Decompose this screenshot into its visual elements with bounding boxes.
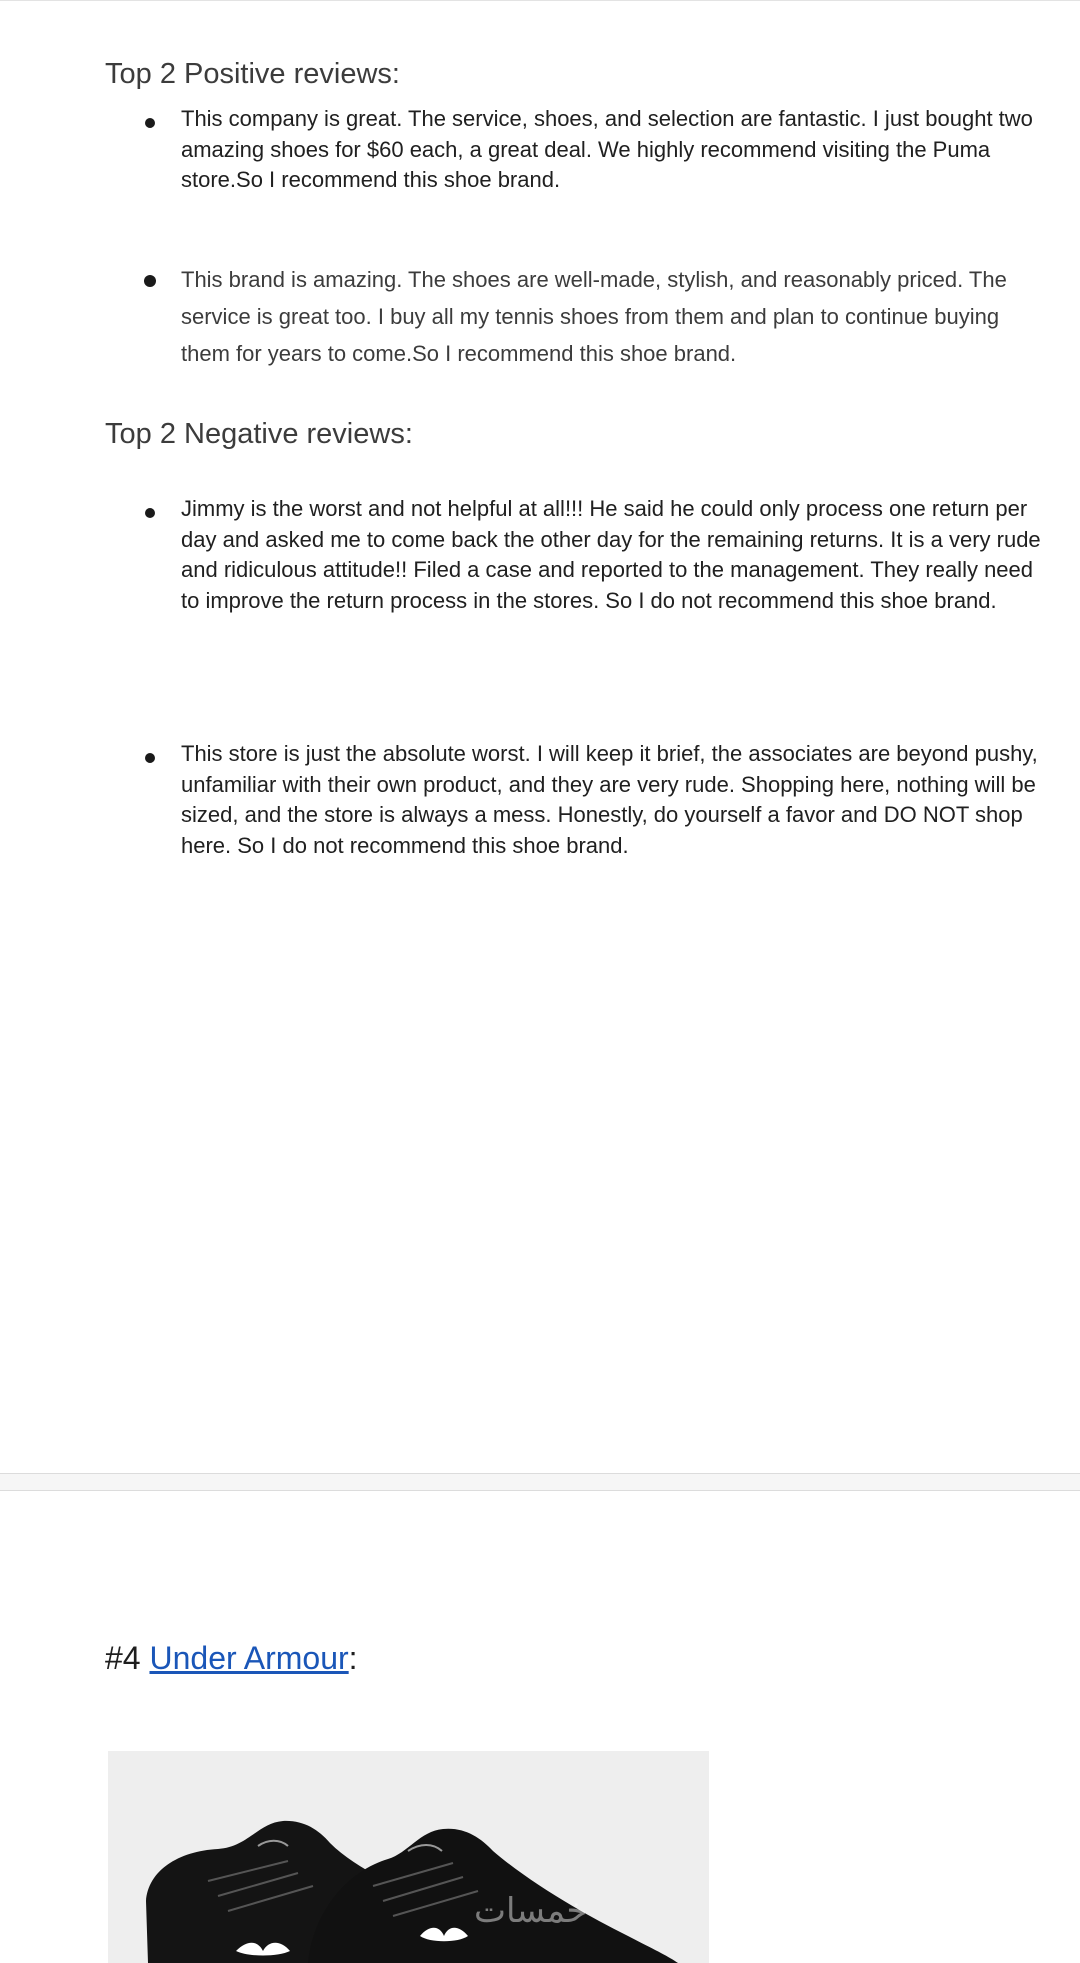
brand-heading [105, 1640, 358, 1677]
positive-reviews-heading: Top 2 Positive reviews: [105, 58, 400, 90]
positive-review-text: This brand is amazing. The shoes are well-made, stylish, and reasonably priced. The service is great too. I buy all my tennis shoes from them and plan to continue buying them for years to come.So I recommend this shoe brand. [181, 267, 1007, 366]
page-break-divider [0, 1473, 1080, 1491]
negative-review-item [105, 739, 1045, 861]
positive-review-item [105, 261, 1045, 372]
bullet-icon [144, 275, 156, 287]
positive-review-item [105, 104, 1045, 196]
sneaker-image-icon [108, 1751, 709, 1963]
negative-review-text: This store is just the absolute worst. I will keep it brief, the associates are beyond pushy, unfamiliar with their own product, and they are very rude. Shopping here, nothing will be sized, and the store is always a mess. Honestly, do yourself a favor and DO NOT shop here. So I do not recommend this shoe brand. [181, 741, 1038, 858]
brand-link[interactable]: Under Armour [149, 1640, 349, 1676]
brand-heading-suffix: : [348, 1640, 358, 1676]
watermark: خمسات [474, 1892, 588, 1930]
positive-review-text: This company is great. The service, shoes, and selection are fantastic. I just bought two amazing shoes for $60 each, a great deal. We highly recommend visiting the Puma store.So I recommend this shoe brand. [181, 106, 1033, 192]
brand-rank: #4 [105, 1640, 150, 1676]
bullet-icon [145, 508, 155, 518]
page-top-edge [0, 0, 1080, 1]
negative-reviews-heading: Top 2 Negative reviews: [105, 418, 413, 450]
negative-review-item [105, 494, 1045, 616]
bullet-icon [145, 753, 155, 763]
product-image [108, 1751, 709, 1963]
negative-review-text: Jimmy is the worst and not helpful at all!!! He said he could only process one return per day and asked me to come back the other day for the remaining returns. It is a very rude and ridiculous attitude!! Filed a case and reported to the management. They really need to improve the return process in the stores. So I do not recommend this shoe brand. [181, 496, 1041, 613]
bullet-icon [145, 118, 155, 128]
